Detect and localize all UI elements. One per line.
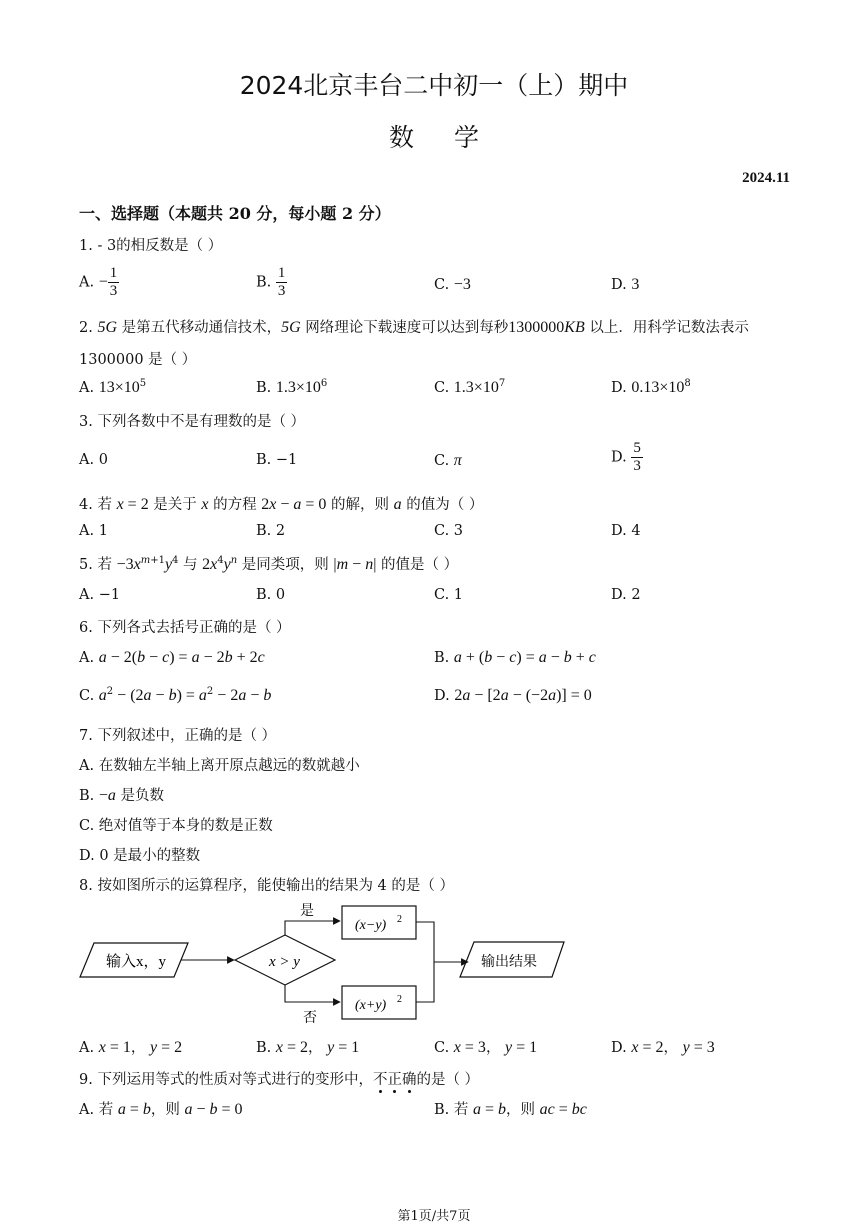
flow-arrow-yes [285,921,340,935]
question-4-option-a: A. 1 [79,523,108,539]
question-1-option-b: B. $\frac{1}{3}$ [256,265,286,299]
question-2-stem: 2. 5G 是第五代移动通信技术，5G 网络理论下载速度可以达到每秒1300000KB 以上．用科学记数法表示 [79,319,749,336]
flow-top-box-label: (x−y) [355,918,387,933]
question-8-stem: 8. 按如图所示的运算程序，能使输出的结果为 4 的是（ ） [79,878,454,894]
flow-condition-label: x > y [269,954,300,970]
section-heading-choice: 一、选择题（本题共 20 分，每小题 2 分） [79,204,391,223]
question-8-option-a: A. x = 1， y = 2 [79,1039,183,1056]
question-6-option-c: C. $a^2 - (2a - b) = a^2 - 2a - b$ [79,686,272,704]
question-5-option-a: A. −1 [79,587,121,603]
flow-output-label: 输出结果 [481,955,537,970]
flow-arrow-no [285,985,340,1002]
flow-input-label: 输入x，y [106,954,167,970]
question-4-option-d: D. 4 [611,523,641,539]
question-6-option-d: D. 2a − [2a − (−2a)] = 0 [434,687,592,704]
question-6-option-a: A. a − 2(b − c) = a − 2b + 2c [79,649,265,666]
question-8-option-d: D. x = 2， y = 3 [611,1039,715,1056]
question-7-option-b: B. −a 是负数 [79,787,165,804]
question-1-option-d: D. 3 [611,276,640,293]
question-8-option-b: B. x = 2， y = 1 [256,1039,360,1056]
question-9-option-b: B. 若 a = b，则 ac = bc [434,1101,587,1118]
flow-yes-label: 是 [300,904,314,919]
question-5-option-d: D. 2 [611,587,641,603]
question-2-stem-line2: 1300000 是（ ） [79,352,197,368]
flow-bottom-box-exponent: 2 [397,994,402,1005]
question-7-option-d: D. 0 是最小的整数 [79,848,201,864]
question-6-option-b: B. a + (b − c) = a − b + c [434,649,596,666]
question-4-option-c: C. 3 [434,523,464,539]
flow-no-label: 否 [303,1011,317,1026]
question-5-option-b: B. 0 [256,587,286,603]
page-title: 2024北京丰台二中初一（上）期中 [239,71,629,100]
question-9-stem: 9. 下列运用等式的性质对等式进行的变形中，不正确的是（ ） [79,1072,480,1088]
question-1-option-a: A. − $\frac{1}{3}$ [79,265,118,299]
flowchart-diagram [70,898,580,1033]
question-2-option-d: D. $0.13\times 10^8$ [611,378,691,396]
question-4-stem: 4. 若 x = 2 是关于 x 的方程 2x − a = 0 的解，则 a 的值为（ ） [79,496,484,513]
question-6-stem: 6. 下列各式去括号正确的是（ ） [79,620,291,636]
page-number: 第1页/共7页 [397,1209,471,1224]
question-7-stem: 7. 下列叙述中，正确的是（ ） [79,728,277,744]
question-9-option-a: A. 若 a = b，则 a − b = 0 [79,1101,243,1118]
question-7-option-a: A. 在数轴左半轴上离开原点越远的数就越小 [79,758,360,774]
question-3-option-d: D. $\frac{5}{3}$ [611,440,641,474]
question-2-option-c: C. $1.3\times 10^7$ [434,378,506,396]
exam-date: 2024.11 [742,170,790,186]
question-3-option-c: C. π [434,452,462,469]
subject-title: 数学 [388,123,519,152]
question-1-stem: 1. - 3的相反数是（ ） [79,238,223,254]
question-3-stem: 3. 下列各数中不是有理数的是（ ） [79,414,306,430]
question-8-option-c: C. x = 3， y = 1 [434,1039,538,1056]
question-2-option-b: B. $1.3\times 10^6$ [256,378,328,396]
question-3-option-a: A. 0 [79,452,108,468]
question-7-option-c: C. 绝对值等于本身的数是正数 [79,818,273,834]
flow-top-box-exponent: 2 [397,914,402,925]
flow-bottom-box-label: (x+y) [355,998,387,1013]
question-1-option-c: C. −3 [434,276,471,293]
question-2-option-a: A. $13\times 10^5$ [79,378,147,396]
question-5-stem: 5. 若 $-3x^{m+1}y^4$ 与 $2x^4y^n$ 是同类项，则 |m − n| 的值是（ ） [79,555,459,573]
question-5-option-c: C. 1 [434,587,464,603]
question-4-option-b: B. 2 [256,523,286,539]
question-3-option-b: B. −1 [256,452,298,468]
flow-merge-line [416,922,434,1002]
